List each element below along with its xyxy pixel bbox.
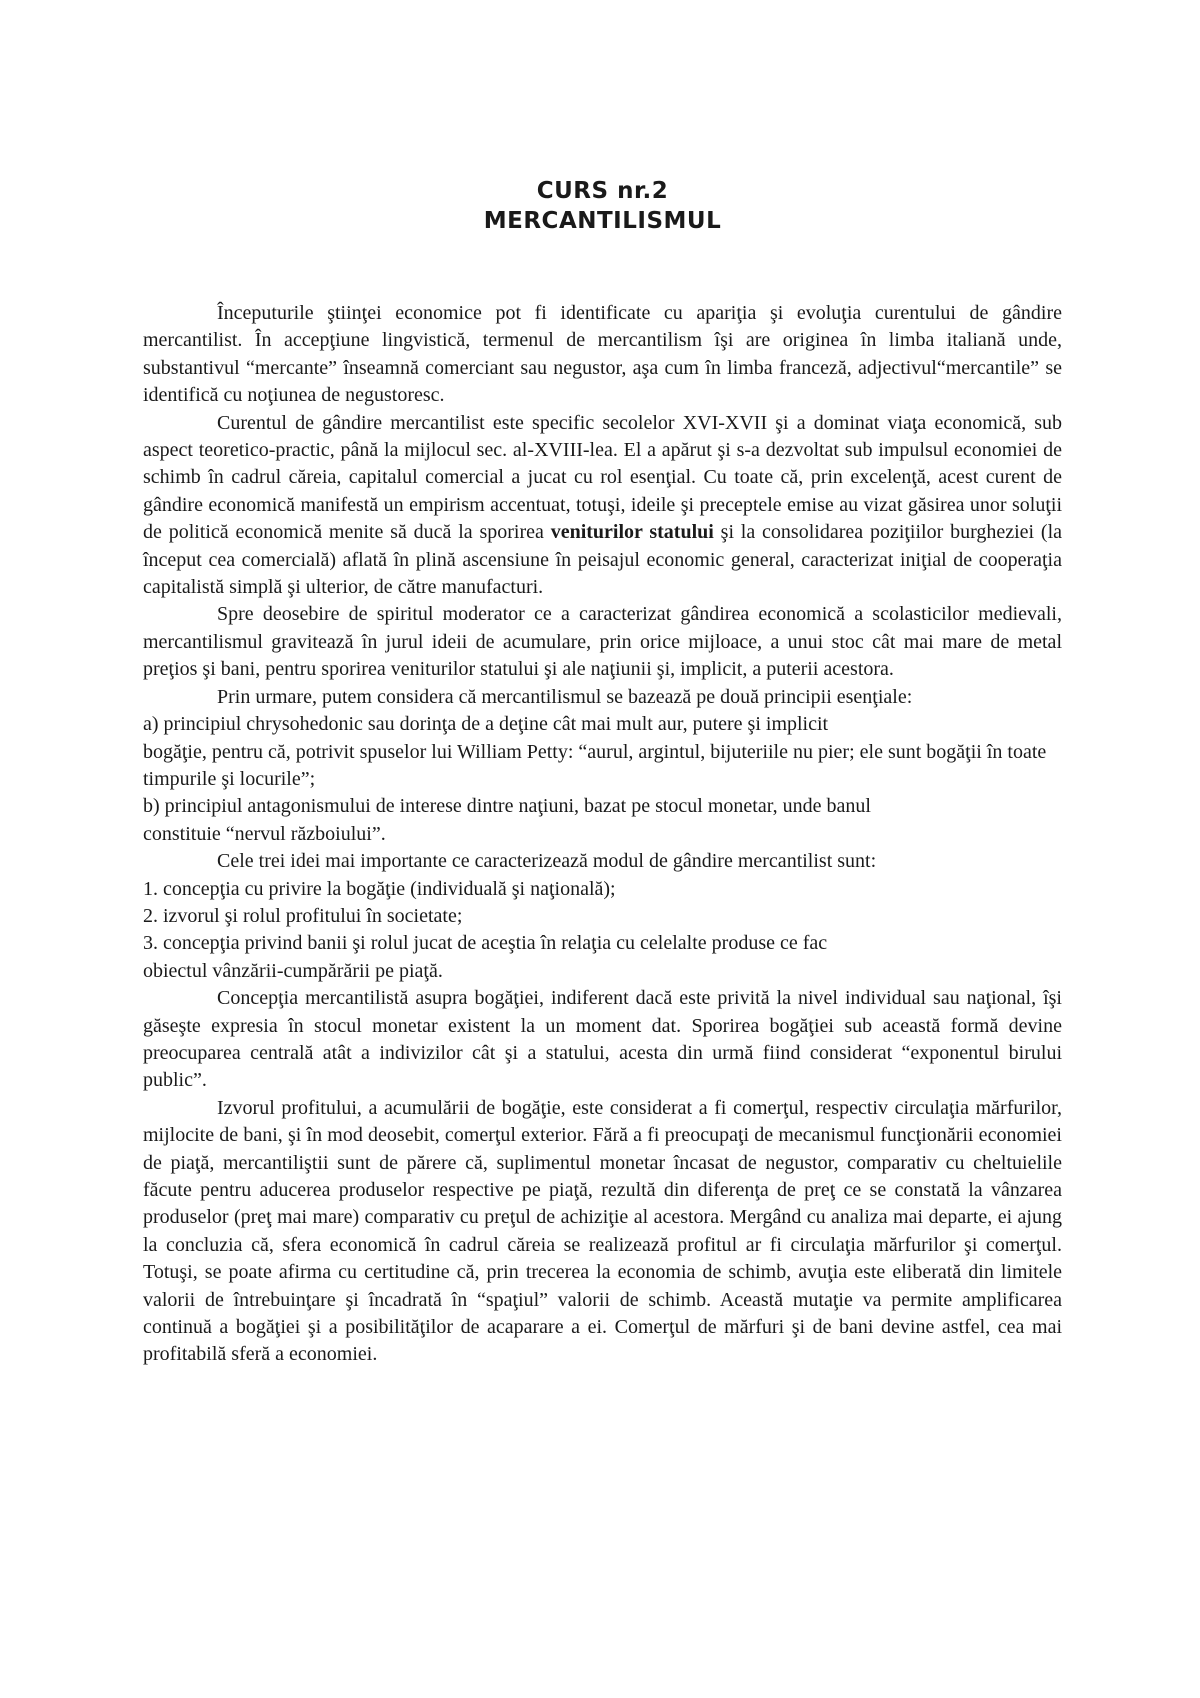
paragraph-accumulation: Spre deosebire de spiritul moderator ce a caracterizat gândirea economică a scolasticilor medievali, mercantilismul gravitează în jurul ideii de acumulare, prin orice mijloace, a unui stoc cât mai mare de metal preţios şi bani, pentru sporirea veniturilor statului şi ale naţiunii şi, implicit, a puterii acestora.	[143, 603, 1062, 681]
chapter-title: MERCANTILISMUL	[483, 208, 722, 234]
paragraph-text: Curentul de gândire mercantilist este specific secolelor XVI-XVII şi a dominat viaţa economică, sub aspect teoretico-practic, până la mijlocul sec. al-XVIII-lea. El a apărut şi s-a dezvoltat sub impulsul economiei de schimb în cadrul căreia, capitalul comercial a jucat cu rol esenţial. Cu toate că, prin excelenţă, acest curent de gândire economică manifestă un empirism accentuat, totuşi, ideile şi preceptele emise au vizat găsirea unor soluţii de politică economică menite să ducă la sporirea	[143, 411, 1062, 544]
paragraph-profit-source: Izvorul profitului, a acumulării de bogăţie, este considerat a fi comerţul, respectiv circulaţia mărfurilor, mijlocite de bani, şi în mod deosebit, comerţul exterior. Fără a fi preocupaţi de mecanismul funcţionării economiei de piaţă, mercantiliştii sunt de părere că, suplimentul monetar încasat de negustor, comparativ cu cheltuielile făcute pentru aducerea produselor respective pe piaţă, rezultă din diferenţa de preţ ce se constată la vânzarea produselor (preţ mai mare) comparativ cu preţul de achiziţie al acestora. Mergând cu analiza mai departe, ei ajung la concluzia că, sfera economică în cadrul căreia se realizează profitul ar fi circulaţia mărfurilor şi comerţul. Totuşi, se poate afirma cu certitudine că, prin trecerea la economia de schimb, avuţia este eliberată din limitele valorii de întrebuinţare şi încadrată în “spaţiul” valorii de schimb. Această mutaţie va permite amplificarea continuă a bogăţiei şi a posibilităţilor de acaparare a ei. Comerţul de mărfuri şi de bani devine astfel, cea mai profitabilă sferă a economiei.	[143, 1096, 1062, 1366]
paragraph-principles-intro: Prin urmare, putem considera că mercantilismul se bazează pe două principii esenţiale:	[217, 685, 913, 708]
course-title: CURS nr.2	[536, 178, 669, 204]
list-item-continuation: obiectul vânzării-cumpărării pe piaţă.	[143, 959, 443, 982]
emphasized-text: veniturilor statului	[550, 521, 714, 544]
paragraph-ideas-intro: Cele trei idei mai importante ce caracterizează modul de gândire mercantilist sunt:	[217, 850, 877, 873]
document-page	[143, 176, 1062, 1369]
paragraph-text: şi la consolidarea poziţiilor burgheziei (la început cea comercială) aflată în plină ascensiune în peisajul economic general, caracterizat iniţial de cooperaţia capitalistă simplă şi ulterior, de către manufacturi.	[143, 521, 1063, 599]
list-item: 3. concepţia privind banii şi rolul jucat de aceştia în relaţia cu celelalte produse ce fac	[143, 932, 828, 955]
list-item: 2. izvorul şi rolul profitului în societate;	[143, 904, 463, 927]
paragraph-wealth-concept: Concepţia mercantilistă asupra bogăţiei, indiferent dacă este privită la nivel individual sau naţional, îşi găseşte expresia în stocul monetar existent la un moment dat. Sporirea bogăţiei sub această formă devine preocuparea centrală atât a indivizilor cât şi a statului, acesta din urmă fiind considerat “exponentul birului public”.	[143, 987, 1062, 1092]
paragraph-introduction: Începuturile ştiinţei economice pot fi identificate cu apariţia şi evoluţia curentului de gândire mercantilist. În accepţiune lingvistică, termenul de mercantilism îşi are originea în limba italiană unde, substantivul “mercante” înseamnă comerciant sau negustor, aşa cum în limba franceză, adjectivul“mercantile” se identifică cu noţiunea de negustoresc.	[143, 302, 1062, 407]
list-item: 1. concepţia cu privire la bogăţie (individuală şi naţională);	[143, 877, 616, 900]
body-text	[143, 300, 1062, 1369]
paragraph-mercantilist-current	[143, 410, 1062, 602]
principle-b-line: constituie “nervul războiului”.	[143, 822, 386, 845]
principle-a-line: a) principiul chrysohedonic sau dorinţa de a deţine cât mai mult aur, putere şi implicit	[143, 713, 829, 736]
principle-b-line: b) principiul antagonismului de interese dintre naţiuni, bazat pe stocul monetar, unde banul	[143, 795, 871, 818]
principle-a-line: bogăţie, pentru că, potrivit spuselor lui William Petty: “aurul, argintul, bijuteriile nu pier; ele sunt bogăţii în toate timpurile şi locurile”;	[143, 740, 1047, 790]
title-spacer	[143, 236, 1062, 300]
